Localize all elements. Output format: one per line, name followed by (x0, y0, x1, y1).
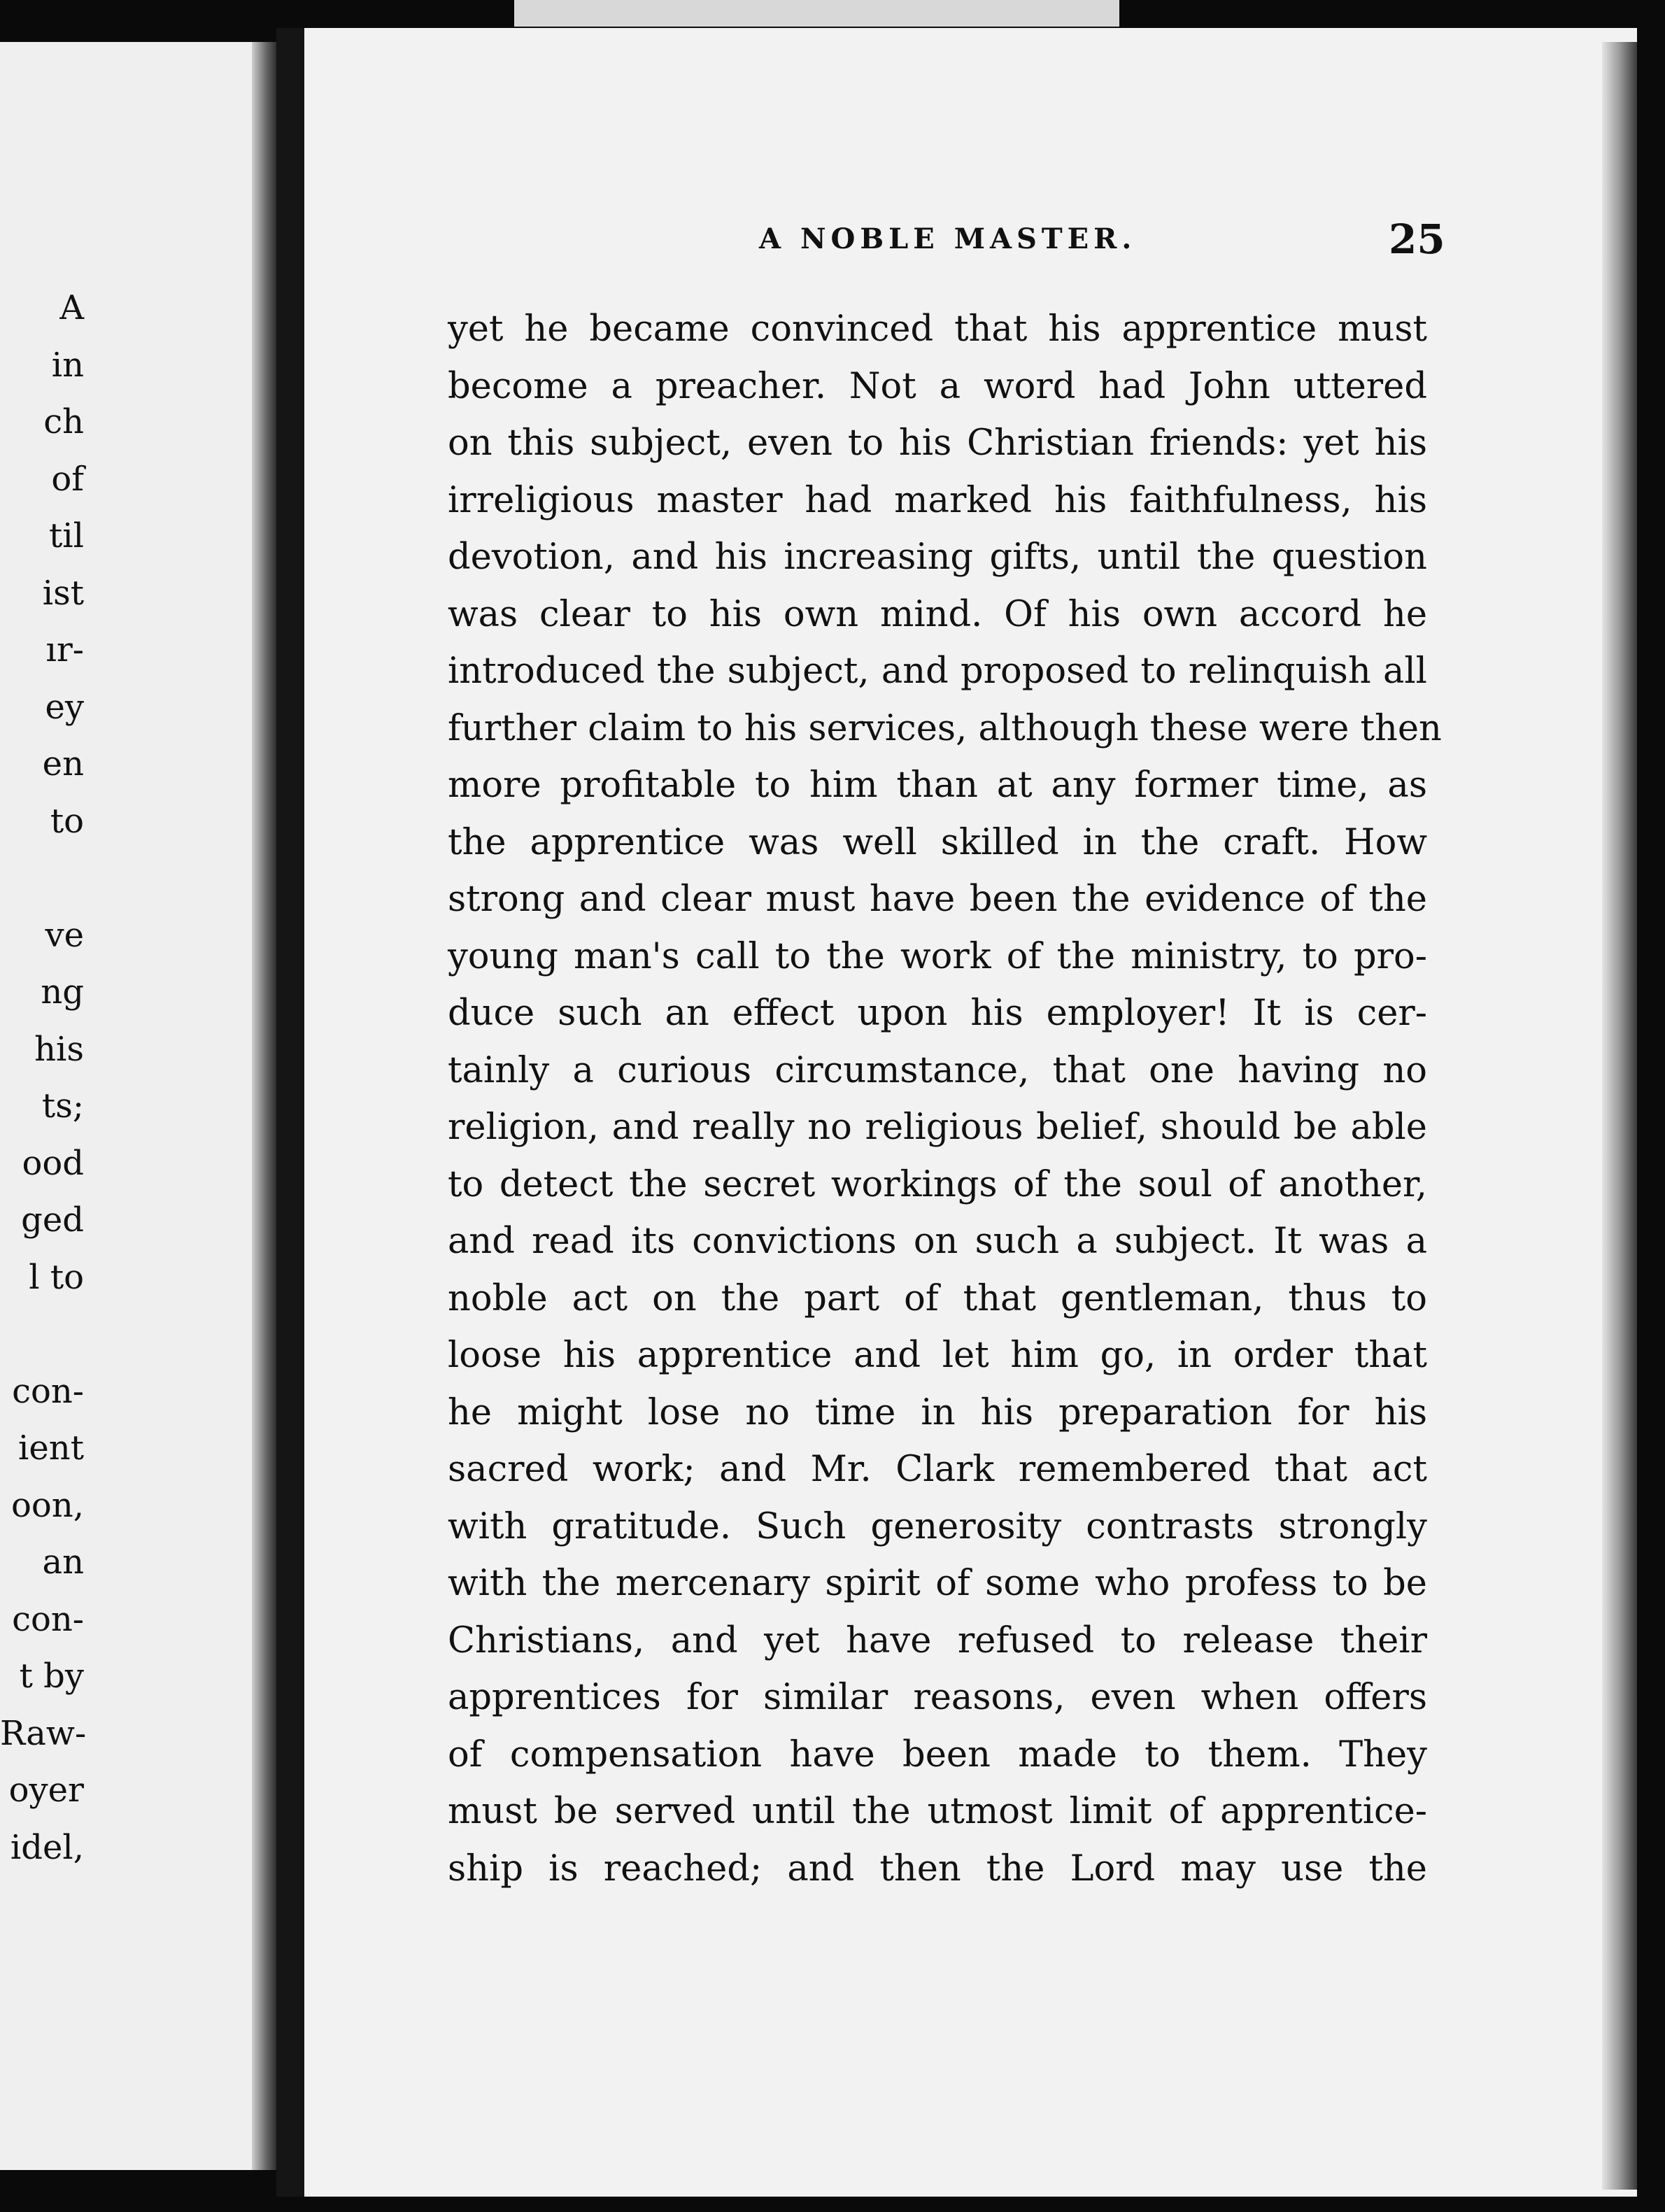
left-fragment: to (50, 801, 84, 841)
left-fragment: en (42, 744, 84, 784)
left-fragment: ve (45, 915, 84, 955)
page-number: 25 (1389, 215, 1445, 263)
left-fragment (0, 1306, 84, 1363)
left-fragment: ng (41, 972, 84, 1012)
running-head: A NOBLE MASTER. (759, 222, 1137, 255)
text-line: of compensation have been made to them. They (448, 1734, 1427, 1775)
text-line: with the mercenary spirit of some who profess to be (448, 1563, 1427, 1604)
text-line: yet he became convinced that his apprentice must (448, 309, 1427, 350)
left-fragment: ır- (45, 630, 84, 669)
text-line: ship is reached; and then the Lord may use the (448, 1848, 1427, 1890)
left-fragment: con- (12, 1371, 84, 1411)
left-fragment: ch (43, 402, 84, 441)
top-background-strip (514, 0, 1119, 27)
text-line: more profitable to him than at any former time, as (448, 765, 1427, 806)
left-fragment: oyer (8, 1771, 84, 1810)
left-fragment (0, 850, 84, 907)
text-line: irreligious master had marked his faithfulness, his (448, 479, 1427, 521)
left-fragment: ts; (41, 1086, 84, 1126)
left-fragment: in (51, 345, 84, 385)
left-fragment: ood (22, 1143, 84, 1183)
text-line: the apprentice was well skilled in the craft. How (448, 821, 1427, 863)
text-line: noble act on the part of that gentleman, thus to (448, 1277, 1427, 1319)
text-line: apprentices for similar reasons, even when offers (448, 1677, 1427, 1718)
left-fragment: of (51, 459, 84, 499)
text-line: tainly a curious circumstance, that one having no (448, 1049, 1427, 1091)
left-fragment: oon, (11, 1485, 84, 1525)
text-line: must be served until the utmost limit of apprentice- (448, 1791, 1427, 1832)
text-line: loose his apprentice and let him go, in order that (448, 1335, 1427, 1376)
left-fragment: his (34, 1029, 84, 1069)
left-page-gutter (252, 42, 280, 2170)
text-line: Christians, and yet have refused to release their (448, 1619, 1427, 1661)
body-text (448, 301, 1442, 1897)
text-line: young man's call to the work of the ministry, to pro- (448, 935, 1427, 977)
text-line: introduced the subject, and proposed to relinquish all (448, 651, 1427, 692)
left-fragment: idel, (10, 1827, 84, 1867)
text-line: become a preacher. Not a word had John uttered (448, 365, 1427, 407)
text-line: with gratitude. Such generosity contrasts strongly (448, 1505, 1427, 1547)
text-line: further claim to his services, although these were then (448, 707, 1442, 749)
left-fragment: con- (12, 1599, 84, 1639)
left-fragment: A (59, 288, 84, 327)
left-fragment: ist (42, 573, 84, 613)
right-page-edge (1602, 42, 1637, 2190)
text-line: duce such an effect upon his employer! It is cer- (448, 993, 1427, 1034)
text-line: religion, and really no religious belief, should be able (448, 1107, 1427, 1148)
left-fragment: l to (29, 1257, 84, 1297)
left-fragment: Raw- (0, 1713, 87, 1753)
text-line: and read its convictions on such a subject. It was a (448, 1221, 1427, 1262)
text-line: he might lose no time in his preparation for his (448, 1391, 1427, 1433)
text-line: on this subject, even to his Christian friends: yet his (448, 423, 1427, 464)
text-line: sacred work; and Mr. Clark remembered that act (448, 1449, 1427, 1490)
left-page-text-fragments (0, 280, 87, 1876)
text-line: was clear to his own mind. Of his own accord he (448, 593, 1427, 635)
left-fragment: t by (19, 1657, 84, 1696)
left-fragment: ient (18, 1428, 84, 1468)
left-fragment: ey (45, 687, 84, 727)
text-line: to detect the secret workings of the soul of another, (448, 1163, 1427, 1205)
left-fragment: ged (21, 1200, 84, 1240)
text-line: strong and clear must have been the evidence of the (448, 879, 1427, 920)
text-line: devotion, and his increasing gifts, until the question (448, 537, 1427, 578)
left-fragment: an (42, 1543, 84, 1582)
left-fragment: til (49, 516, 84, 555)
